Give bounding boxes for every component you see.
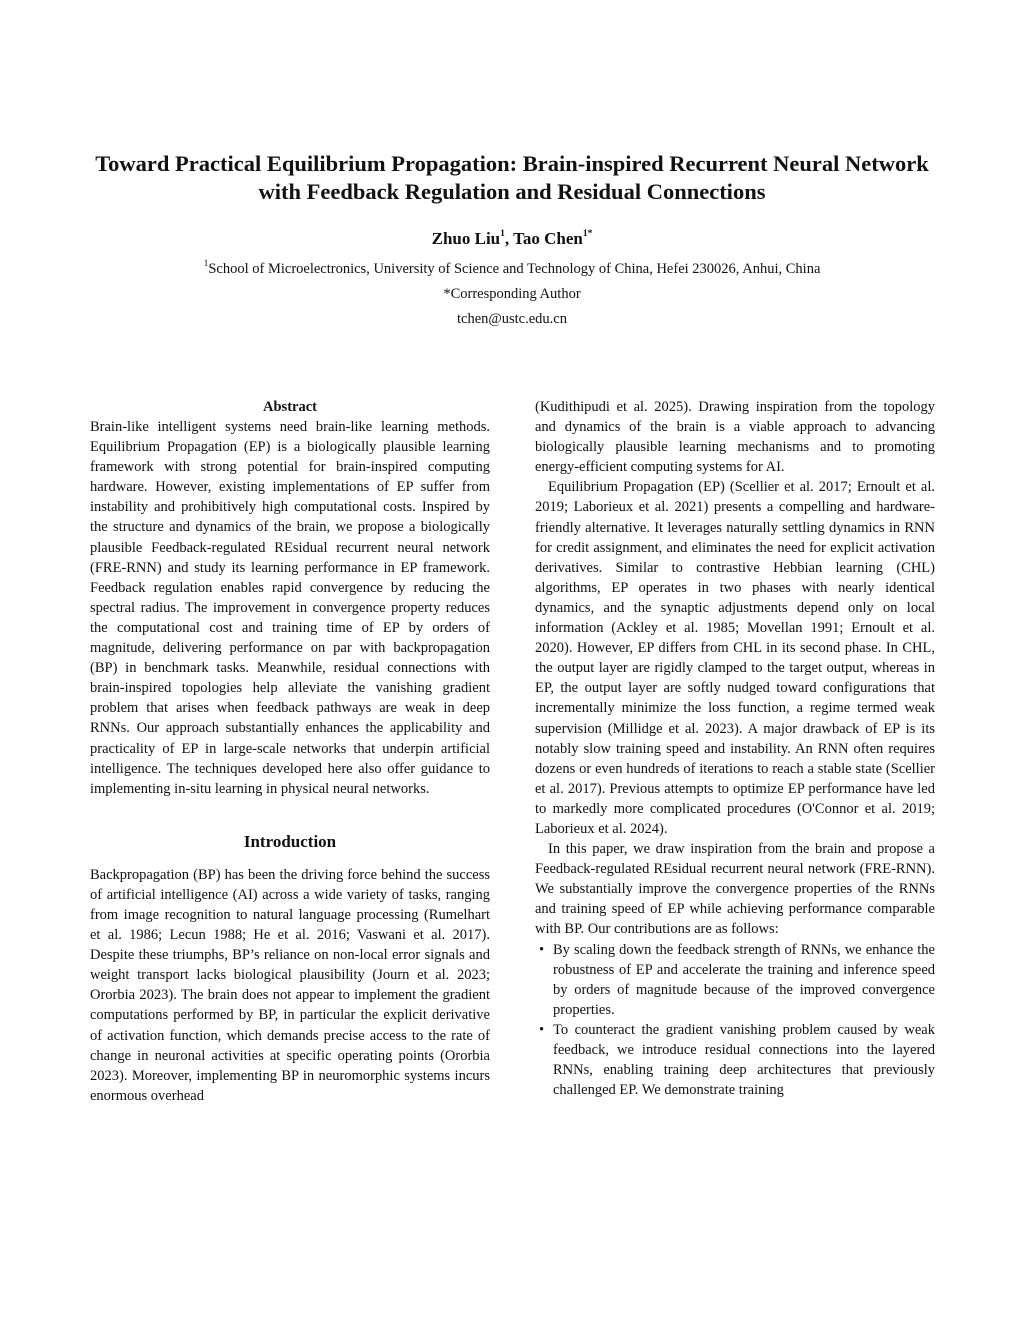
paper-title: Toward Practical Equilibrium Propagation: Brain-inspired Recurrent Neural Network with Feedback Regulation and Residual Connections xyxy=(95,151,929,204)
contribution-text: By scaling down the feedback strength of RNNs, we enhance the robustness of EP and accelerate the training and inference speed by orders of magnitude because of the improved convergence properties. xyxy=(553,941,935,1018)
left-column xyxy=(90,397,490,1106)
right-column xyxy=(535,397,935,1100)
abstract-text: Brain-like intelligent systems need brain-like learning methods. Equilibrium Propagation (EP) is a biologically plausible learning framework with strong potential for brain-inspired computing hardware. However, existing implementations of EP suffer from instability and prohibitively high computational costs. Inspired by the structure and dynamics of the brain, we propose a biologically plausible Feedback-regulated REsidual recurrent neural network (FRE-RNN) and study its learning performance in EP framework. Feedback regulation enables rapid convergence by reducing the spectral radius. The improvement in convergence property reduces the computational cost and training time of EP by orders of magnitude, delivering performance on par with backpropagation (BP) in benchmark tasks. Meanwhile, residual connections with brain-inspired topologies help alleviate the vanishing gradient problem that arises when feedback pathways are weak in deep RNNs. Our approach substantially enhances the applicability and practicality of EP in large-scale networks that underpin artificial intelligence. The techniques developed here also offer guidance to implementing in-situ learning in physical neural networks. xyxy=(90,419,490,797)
author-name: Zhuo Liu xyxy=(431,229,501,248)
corresponding-author-note: *Corresponding Author xyxy=(443,286,581,302)
affiliation-line xyxy=(90,257,934,282)
introduction-paragraph-1-continued: (Kudithipudi et al. 2025). Drawing inspiration from the topology and dynamics of the brain is a viable approach to advancing biologically plausible learning mechanisms and to promoting energy-efficient computing systems for AI. xyxy=(535,399,935,476)
list-item xyxy=(535,940,935,1020)
author-list xyxy=(90,228,934,250)
contribution-list xyxy=(535,940,935,1101)
affiliation-text: School of Microelectronics, University of Science and Technology of China, Hefei 230026, Anhui, China xyxy=(208,261,821,277)
introduction-paragraph-1: Backpropagation (BP) has been the driving force behind the success of artificial intelligence (AI) across a wide variety of tasks, ranging from image recognition to natural language processing (Rumelhart et al. 1986; Lecun 1988; He et al. 2016; Vaswani et al. 2017). Despite these triumphs, BP’s reliance on non-local error signals and weight transport lacks biological plausibility (Journ et al. 2023; Ororbia 2023). The brain does not appear to implement the gradient computations performed by BP, in particular the explicit derivative of activation function, which demands precise access to the rate of change in neuronal activities at specific operating points (Ororbia 2023). Moreover, implementing BP in neuromorphic systems incurs enormous overhead xyxy=(90,866,490,1104)
affiliation-block xyxy=(90,257,934,332)
author-affiliation-marker: 1 xyxy=(500,229,505,240)
introduction-paragraph-2: Equilibrium Propagation (EP) (Scellier et al. 2017; Ernoult et al. 2019; Laborieux et al. 2021) presents a compelling and hardware-friendly alternative. It leverages naturally settling dynamics in RNN for credit assignment, and eliminates the need for explicit activation derivatives. Similar to contrastive Hebbian learning (CHL) algorithms, EP operates in two phases with nearly identical dynamics, and the synaptic adjustments depend only on local information (Ackley et al. 1985; Movellan 1991; Ernoult et al. 2020). However, EP differs from CHL in its second phase. In CHL, the output layer are rigidly clamped to the target output, whereas in EP, the output layer are softly nudged toward configurations that incrementally minimize the loss function, a regime termed weak supervision (Millidge et al. 2023). A major drawback of EP is its notably slow training speed and instability. An RNN often requires dozens or even hundreds of iterations to reach a stable state (Scellier et al. 2017). Previous attempts to optimize EP performance have led to markedly more complicated procedures (O'Connor et al. 2019; Laborieux et al. 2024). xyxy=(535,479,935,837)
author-name: Tao Chen xyxy=(513,229,583,248)
affiliation-marker: 1 xyxy=(203,259,209,270)
author-email: tchen@ustc.edu.cn xyxy=(457,311,567,327)
introduction-paragraph-3: In this paper, we draw inspiration from the brain and propose a Feedback-regulated REsidual recurrent neural network (FRE-RNN). We substantially improve the convergence properties of the RNNs and training speed of EP while achieving performance comparable with BP. Our contributions are as follows: xyxy=(535,841,935,938)
author-affiliation-marker: 1* xyxy=(582,229,593,240)
list-item xyxy=(535,1020,935,1100)
bullet-icon: • xyxy=(539,1021,545,1038)
bullet-icon: • xyxy=(539,941,545,958)
abstract-heading: Abstract xyxy=(263,399,317,415)
introduction-heading: Introduction xyxy=(243,831,337,851)
contribution-text: To counteract the gradient vanishing problem caused by weak feedback, we introduce residual connections into the layered RNNs, enabling training deep architectures that previously challenged EP. We demonstrate training xyxy=(553,1021,935,1099)
author-separator: , xyxy=(504,229,514,248)
